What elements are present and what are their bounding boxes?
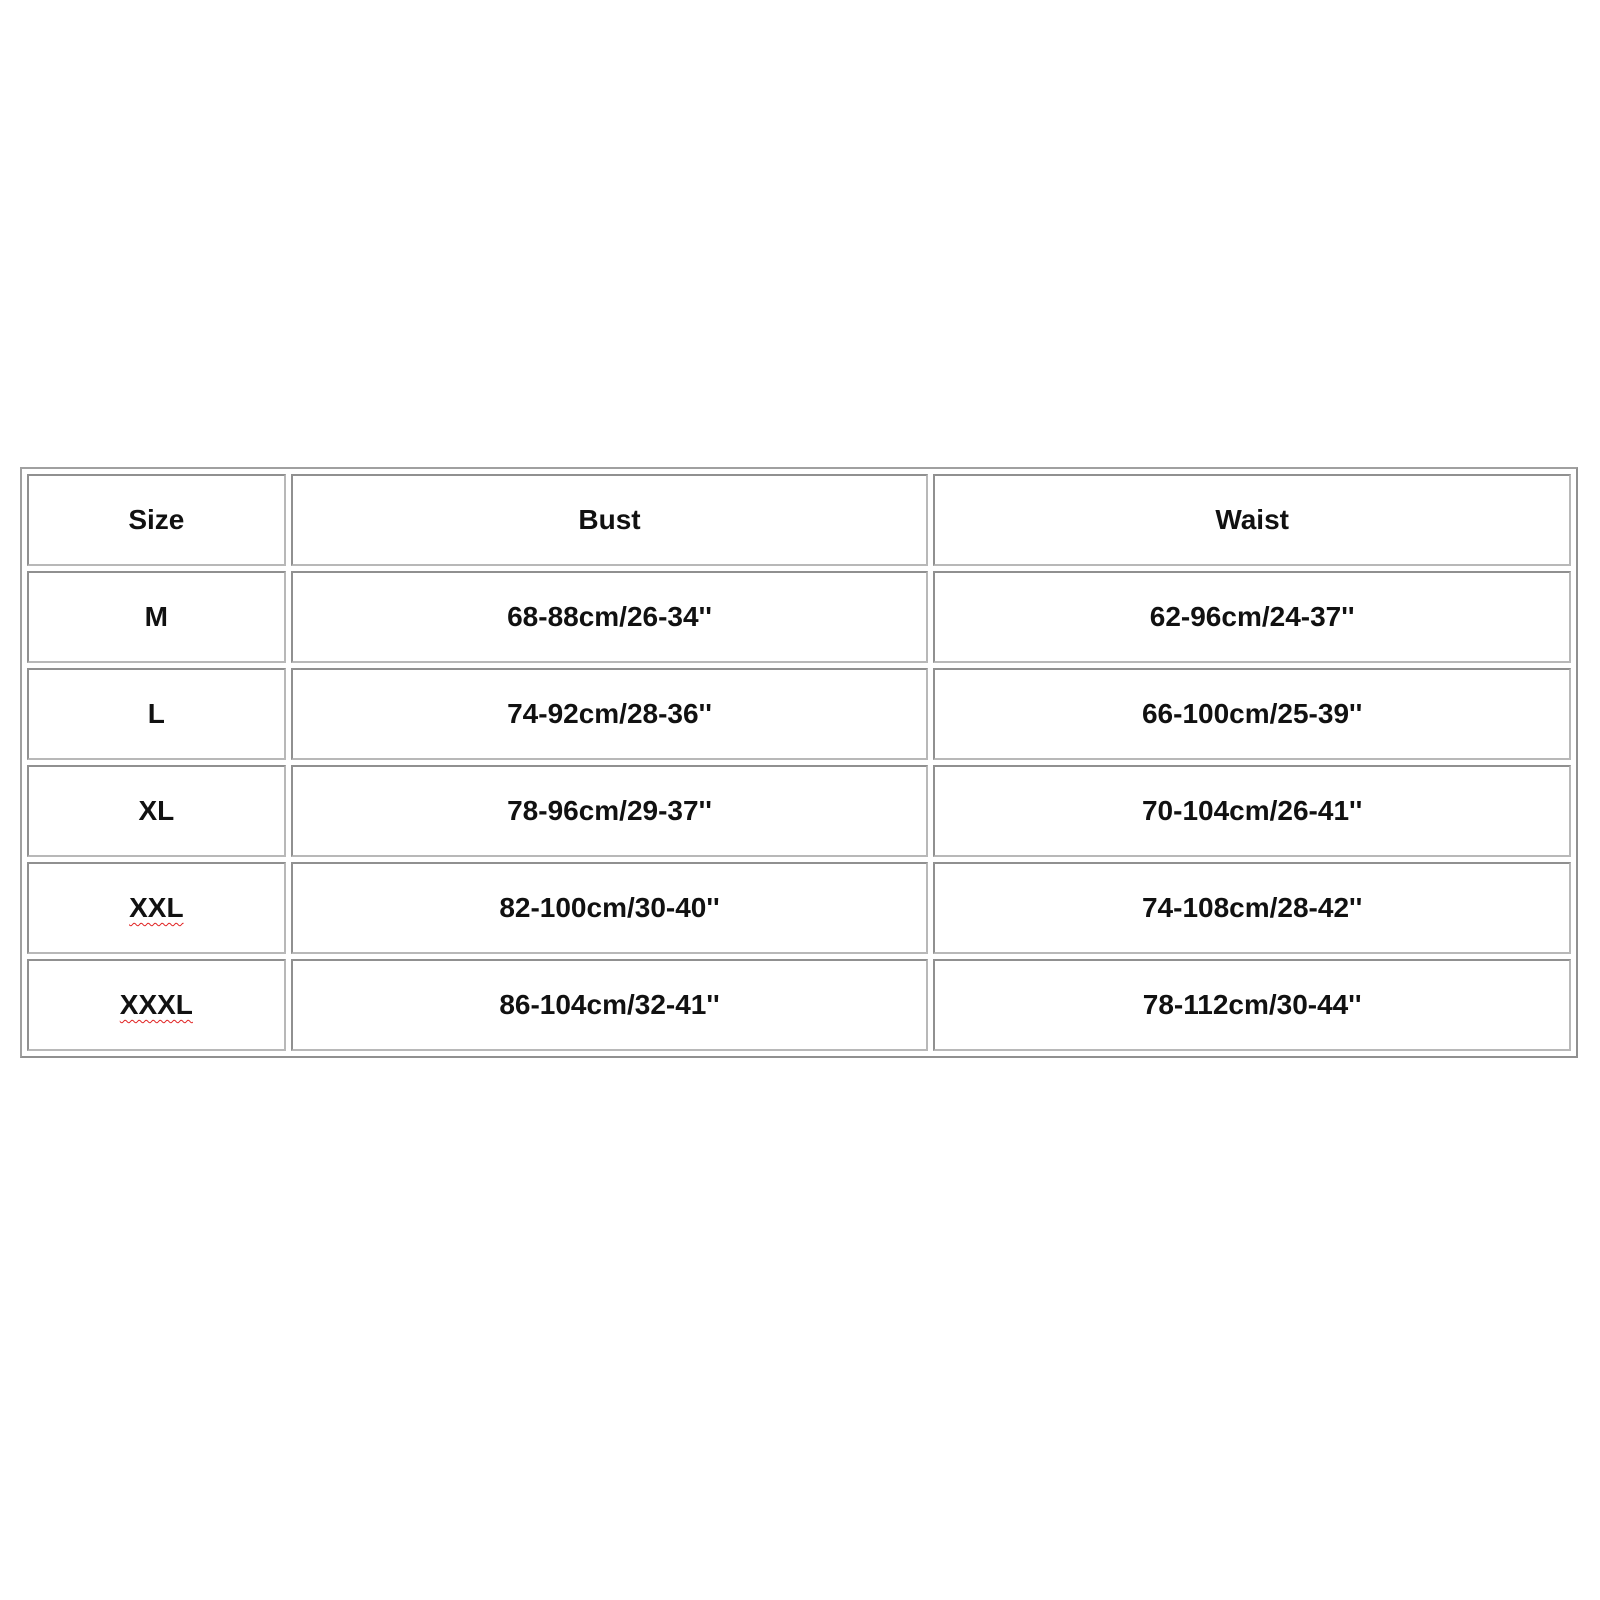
size-label-spellcheck: XXL xyxy=(129,892,184,923)
table-row xyxy=(27,765,1571,857)
waist-cell: 74-108cm/28-42'' xyxy=(933,862,1571,954)
size-cell xyxy=(27,862,286,954)
waist-cell: 66-100cm/25-39'' xyxy=(933,668,1571,760)
bust-cell: 86-104cm/32-41'' xyxy=(291,959,929,1051)
size-chart-table xyxy=(20,467,1578,1058)
size-cell xyxy=(27,959,286,1051)
header-size: Size xyxy=(27,474,286,566)
bust-cell: 68-88cm/26-34'' xyxy=(291,571,929,663)
table-row xyxy=(27,862,1571,954)
header-waist: Waist xyxy=(933,474,1571,566)
table-header-row xyxy=(27,474,1571,566)
size-label-spellcheck: XXXL xyxy=(119,989,193,1020)
size-cell: XL xyxy=(27,765,286,857)
waist-cell: 62-96cm/24-37'' xyxy=(933,571,1571,663)
table-row xyxy=(27,571,1571,663)
table-row xyxy=(27,668,1571,760)
size-cell: M xyxy=(27,571,286,663)
table-row xyxy=(27,959,1571,1051)
size-cell: L xyxy=(27,668,286,760)
bust-cell: 74-92cm/28-36'' xyxy=(291,668,929,760)
header-bust: Bust xyxy=(291,474,929,566)
waist-cell: 70-104cm/26-41'' xyxy=(933,765,1571,857)
bust-cell: 78-96cm/29-37'' xyxy=(291,765,929,857)
bust-cell: 82-100cm/30-40'' xyxy=(291,862,929,954)
waist-cell: 78-112cm/30-44'' xyxy=(933,959,1571,1051)
